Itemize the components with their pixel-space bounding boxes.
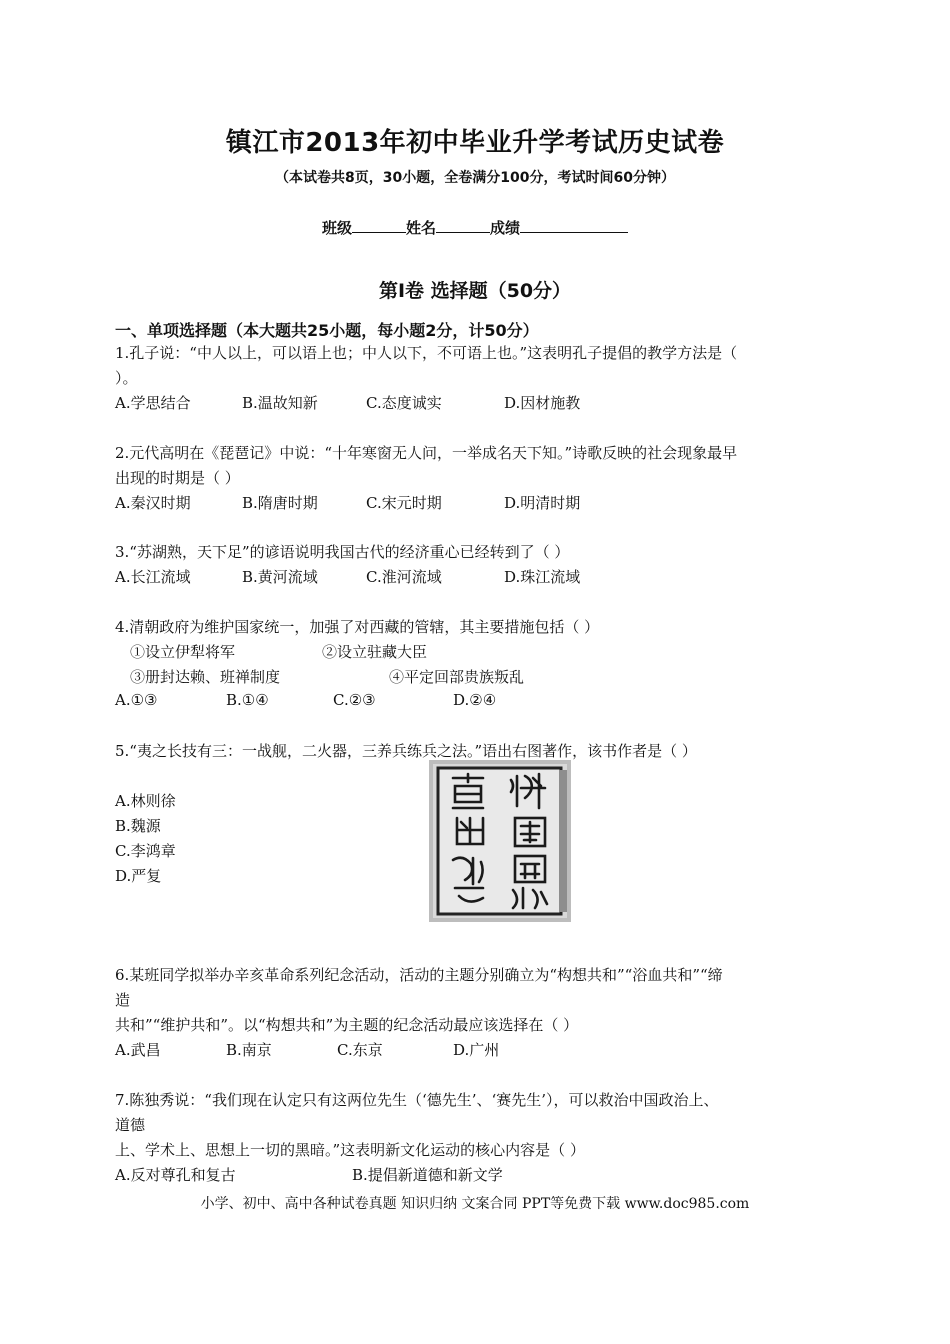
question-6-line1: 6.某班同学拟举办辛亥革命系列纪念活动，活动的主题分别确立为“构想共和”“浴血共和”“缔 <box>115 966 723 984</box>
question-7-line1: 7.陈独秀说：“我们现在认定只有这两位先生（‘德先生’、‘赛先生’），可以救治中国政治上、 <box>115 1091 719 1109</box>
q6-option-a: A.武昌 <box>115 1041 161 1059</box>
q1-option-c: C.态度诚实 <box>366 394 442 412</box>
q4-option-b: B.①④ <box>226 691 269 709</box>
q2-option-b: B.隋唐时期 <box>242 494 318 512</box>
q1-option-d: D.因材施教 <box>504 394 581 412</box>
question-7-line2: 道德 <box>115 1116 146 1134</box>
name-blank[interactable] <box>436 218 490 233</box>
q4-item-2: ②设立驻藏大臣 <box>322 643 428 661</box>
q3-option-c: C.淮河流域 <box>366 568 442 586</box>
page-footer: 小学、初中、高中各种试卷真题 知识归纳 文案合同 PPT等免费下载 www.doc985.com <box>200 1196 750 1212</box>
q4-item-4: ④平定回部贵族叛乱 <box>389 668 525 686</box>
question-5-line1: 5.“夷之长技有三：一战舰，二火器，三养兵练兵之法。”语出右图著作，该书作者是（ ） <box>115 742 697 760</box>
q3-option-a: A.长江流域 <box>115 568 191 586</box>
question-4-line1: 4.清朝政府为维护国家统一，加强了对西藏的管辖，其主要措施包括（ ） <box>115 618 600 636</box>
q6-option-d: D.广州 <box>453 1041 500 1059</box>
q3-option-d: D.珠江流域 <box>504 568 581 586</box>
q4-option-a: A.①③ <box>115 691 158 709</box>
class-blank[interactable] <box>352 218 406 233</box>
q7-option-b: B.提倡新道德和新文学 <box>352 1166 503 1184</box>
q5-option-c: C.李鸿章 <box>115 842 176 860</box>
q4-option-c: C.②③ <box>333 691 376 709</box>
student-info-line <box>0 217 950 238</box>
exam-subtitle: （本试卷共8页，30小题，全卷满分100分，考试时间60分钟） <box>275 170 675 186</box>
exam-title: 镇江市2013年初中毕业升学考试历史试卷 <box>225 128 725 158</box>
class-label: 班级 <box>321 219 352 237</box>
q3-option-b: B.黄河流域 <box>242 568 318 586</box>
q4-item-3: ③册封达赖、班禅制度 <box>130 668 281 686</box>
score-label: 成绩 <box>490 219 521 237</box>
section-one-title: 一、单项选择题（本大题共25小题，每小题2分，计50分） <box>115 321 539 340</box>
question-6-line3: 共和”“维护共和”。以“构想共和”为主题的纪念活动最应该选择在（ ） <box>115 1016 579 1034</box>
q6-option-b: B.南京 <box>226 1041 272 1059</box>
q5-option-a: A.林则徐 <box>115 792 176 810</box>
score-blank[interactable] <box>520 218 628 233</box>
question-2-line2: 出现的时期是（ ） <box>115 469 240 487</box>
q6-option-c: C.东京 <box>337 1041 383 1059</box>
q2-option-d: D.明清时期 <box>504 494 581 512</box>
q4-option-d: D.②④ <box>453 691 497 709</box>
q4-item-1: ①设立伊犁将军 <box>130 643 236 661</box>
q2-option-a: A.秦汉时期 <box>115 494 191 512</box>
book-cover-image <box>429 760 571 922</box>
question-6-line2: 造 <box>115 991 131 1009</box>
q2-option-c: C.宋元时期 <box>366 494 442 512</box>
question-7-line3: 上、学术上、思想上一切的黑暗。”这表明新文化运动的核心内容是（ ） <box>115 1141 585 1159</box>
q5-option-b: B.魏源 <box>115 817 161 835</box>
question-3-line1: 3.“苏湖熟，天下足”的谚语说明我国古代的经济重心已经转到了（ ） <box>115 543 570 561</box>
question-1-line1: 1.孔子说：“中人以上，可以语上也；中人以下，不可语上也。”这表明孔子提倡的教学方法是（ <box>115 344 738 362</box>
name-label: 姓名 <box>405 219 436 237</box>
part-one-title: 第Ⅰ卷 选择题（50分） <box>378 280 572 302</box>
q5-option-d: D.严复 <box>115 867 162 885</box>
question-1-line2: ）。 <box>115 369 138 387</box>
q7-option-a: A.反对尊孔和复古 <box>115 1166 236 1184</box>
question-2-line1: 2.元代高明在《琵琶记》中说：“十年寒窗无人问，一举成名天下知。”诗歌反映的社会现象最早 <box>115 444 738 462</box>
q1-option-a: A.学思结合 <box>115 394 191 412</box>
q1-option-b: B.温故知新 <box>242 394 318 412</box>
